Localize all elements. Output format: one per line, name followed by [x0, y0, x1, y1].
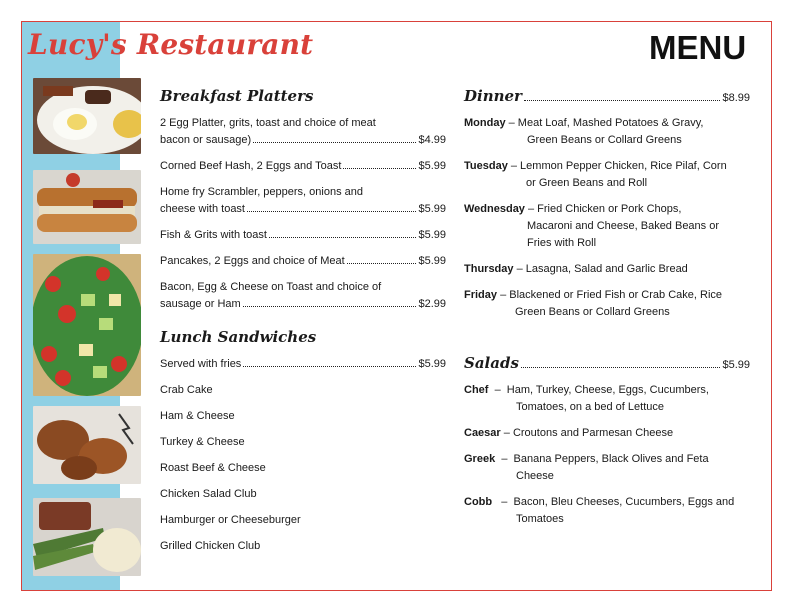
fried-chicken-photo: [33, 406, 141, 484]
breakfast-plate-photo: [33, 78, 141, 154]
lunch-item: Chicken Salad Club: [160, 488, 257, 500]
breakfast-item-1: 2 Egg Platter, grits, toast and choice of meat bacon or sausage) $4.99: [160, 117, 446, 146]
salad-chef: Chef – Ham, Turkey, Cheese, Eggs, Cucumbers, Tomatoes, on a bed of Lettuce: [464, 384, 709, 413]
dinner-header: Dinner $8.99: [464, 87, 750, 105]
breakfast-item-6: Bacon, Egg & Cheese on Toast and choice of sausage or Ham $2.99: [160, 281, 446, 310]
salads-header: Salads $5.99: [464, 354, 750, 372]
lunch-item: Turkey & Cheese: [160, 436, 245, 448]
lunch-served-with: Served with fries $5.99: [160, 358, 446, 370]
sandwich-photo: [33, 170, 141, 244]
dinner-tuesday: Tuesday – Lemmon Pepper Chicken, Rice Pilaf, Corn or Green Beans and Roll: [464, 160, 727, 189]
dinner-friday: Friday – Blackened or Fried Fish or Crab Cake, Rice Green Beans or Collard Greens: [464, 289, 722, 318]
dinner-monday: Monday – Meat Loaf, Mashed Potatoes & Gravy, Green Beans or Collard Greens: [464, 117, 704, 146]
page-title: MENU: [649, 29, 747, 66]
lunch-item: Grilled Chicken Club: [160, 540, 261, 552]
salad-greek: Greek – Banana Peppers, Black Olives and Feta Cheese: [464, 453, 709, 482]
dinner-thursday: Thursday – Lasagna, Salad and Garlic Bread: [464, 263, 688, 275]
breakfast-item-4: Fish & Grits with toast $5.99: [160, 229, 446, 241]
breakfast-item-3: Home fry Scrambler, peppers, onions and cheese with toast $5.99: [160, 186, 446, 215]
lunch-item: Ham & Cheese: [160, 410, 235, 422]
dinner-wednesday: Wednesday – Fried Chicken or Pork Chops, Macaroni and Cheese, Baked Beans or Fries with Roll: [464, 203, 720, 249]
meatloaf-photo: [33, 498, 141, 576]
lunch-item: Crab Cake: [160, 384, 213, 396]
breakfast-item-2: Corned Beef Hash, 2 Eggs and Toast $5.99: [160, 160, 446, 172]
salad-cobb: Cobb – Bacon, Bleu Cheeses, Cucumbers, Eggs and Tomatoes: [464, 496, 735, 525]
restaurant-logo: Lucy's Restaurant: [28, 28, 314, 61]
breakfast-section-title: Breakfast Platters: [160, 87, 314, 105]
salad-caesar: Caesar – Croutons and Parmesan Cheese: [464, 427, 674, 439]
lunch-item: Roast Beef & Cheese: [160, 462, 266, 474]
salad-photo: [33, 254, 141, 396]
lunch-item: Hamburger or Cheeseburger: [160, 514, 301, 526]
lunch-section-title: Lunch Sandwiches: [160, 328, 317, 346]
breakfast-item-5: Pancakes, 2 Eggs and choice of Meat $5.99: [160, 255, 446, 267]
